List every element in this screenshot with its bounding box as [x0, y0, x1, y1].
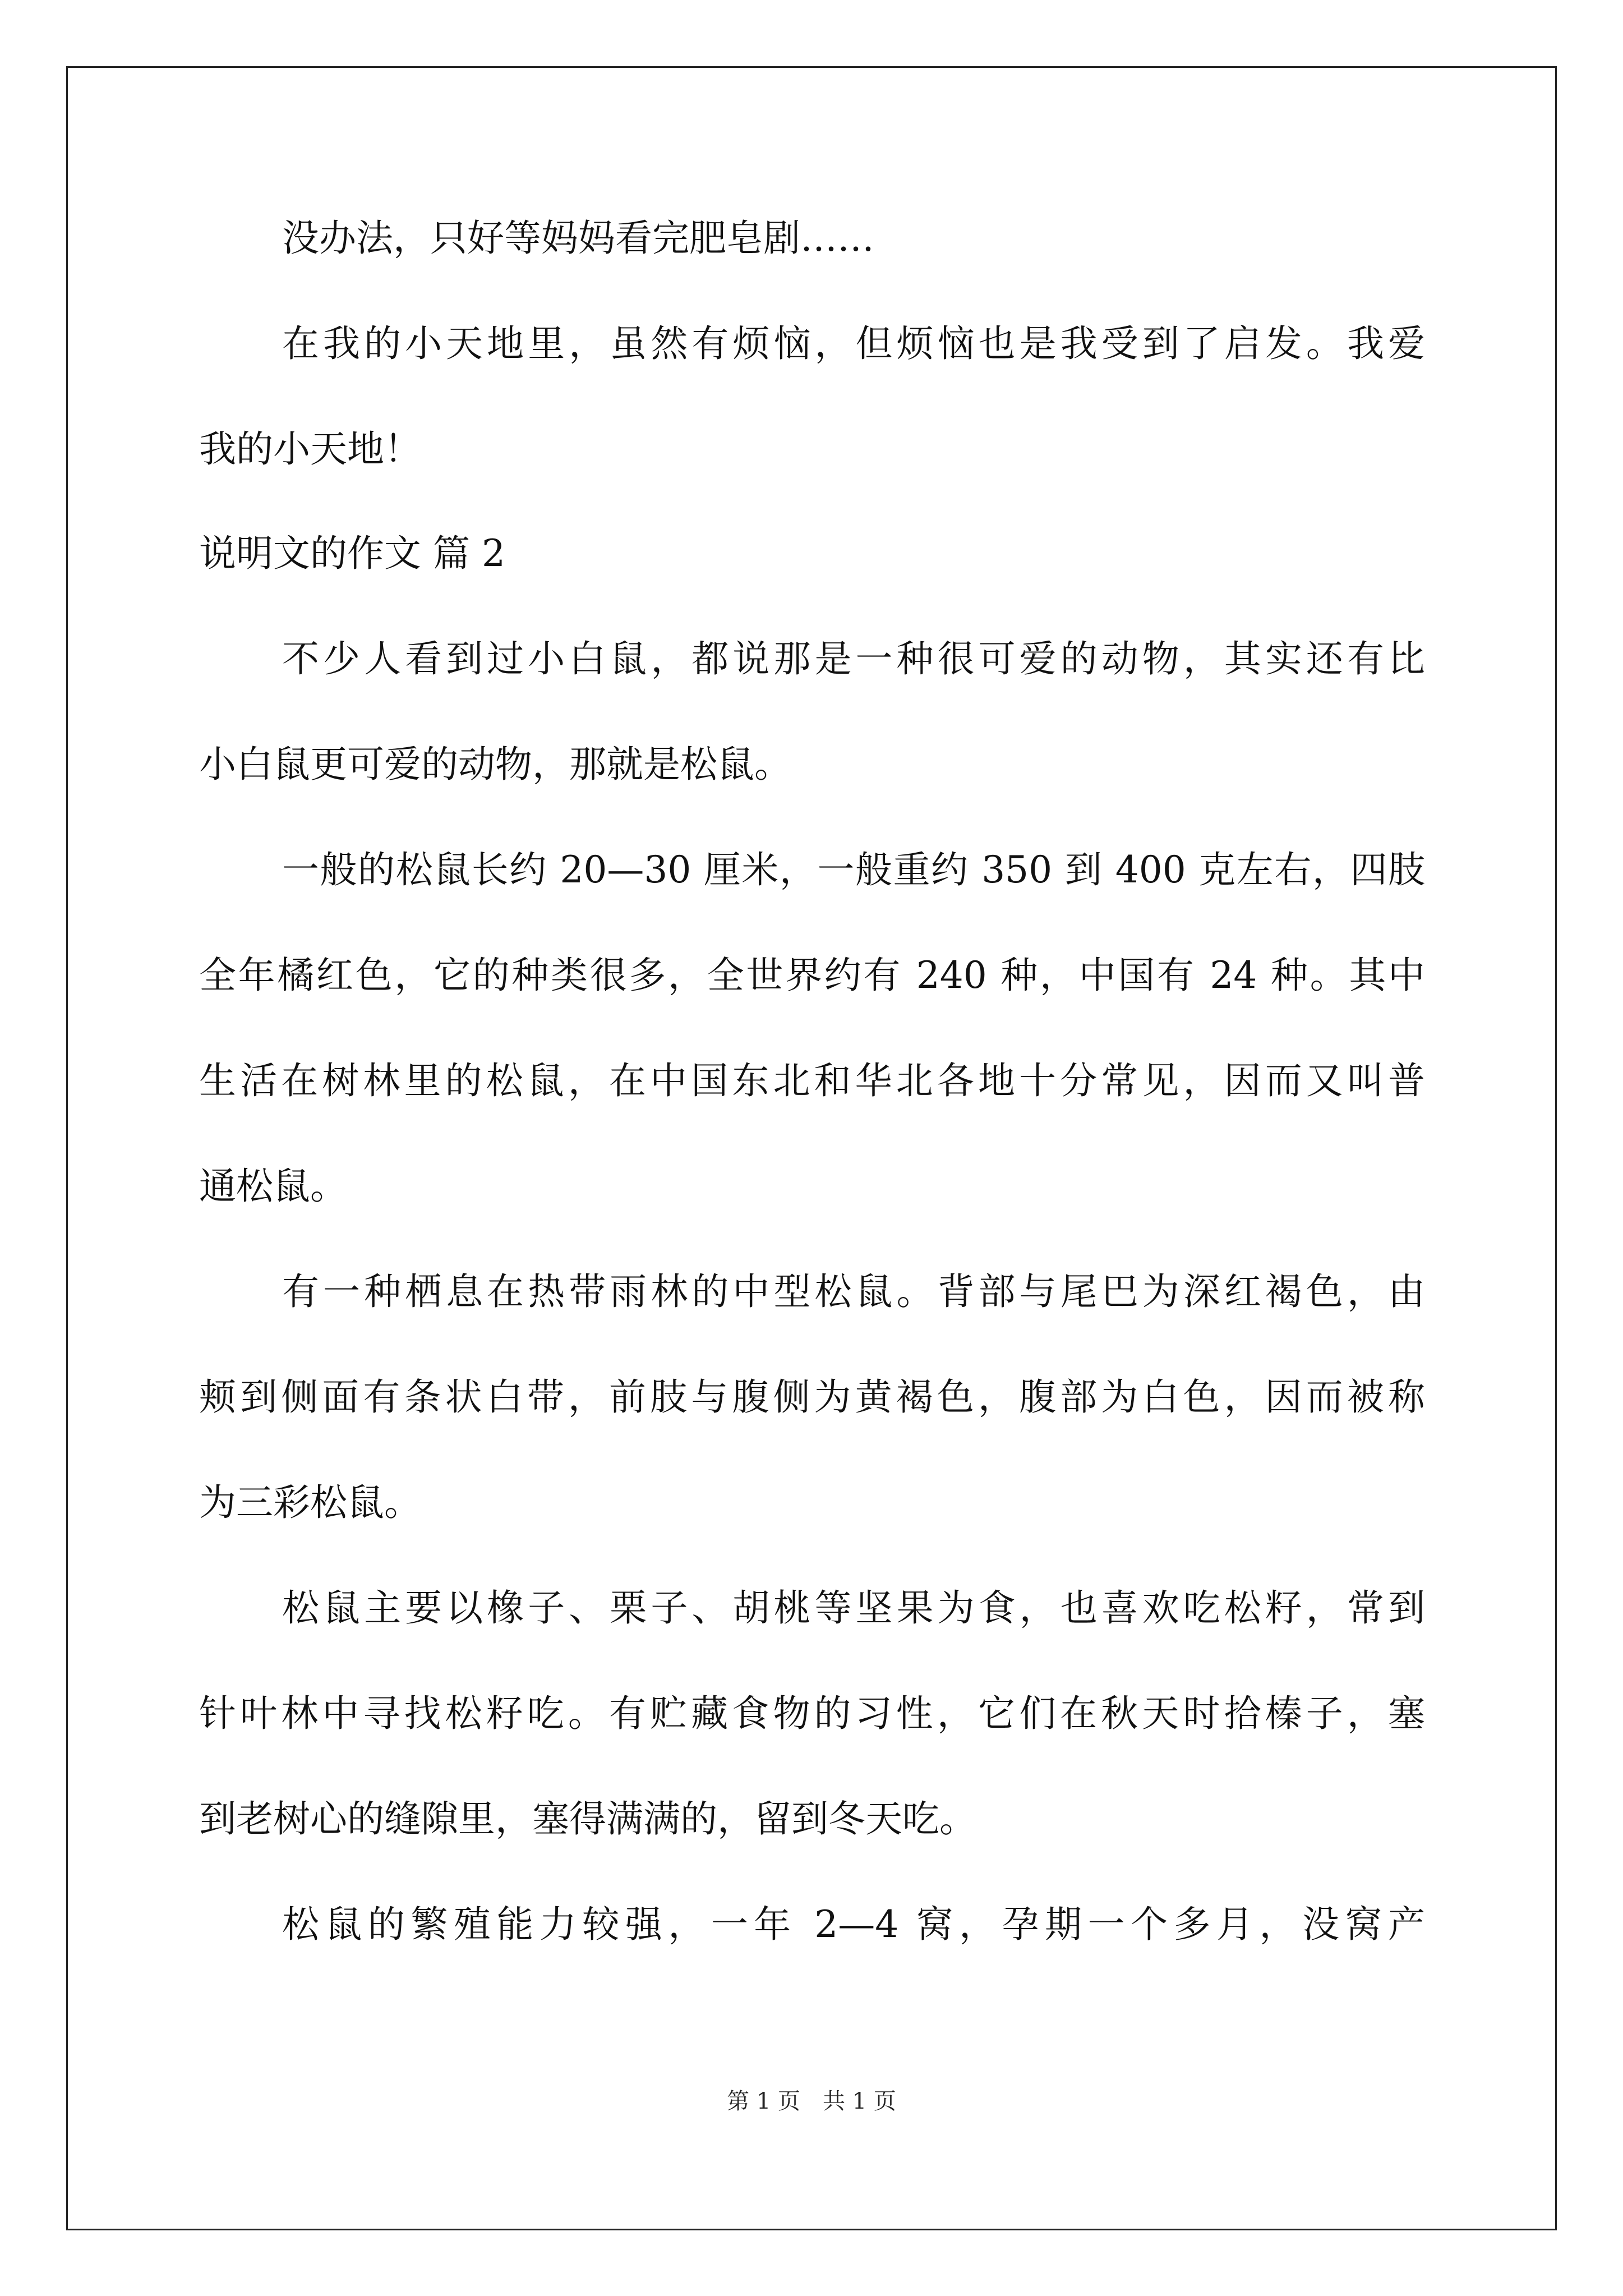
paragraph-line: 有一种栖息在热带雨林的中型松鼠。背部与尾巴为深红褐色，由 — [282, 1270, 1425, 1313]
paragraph-line: 松鼠主要以橡子、栗子、胡桃等坚果为食，也喜欢吃松籽，常到 — [282, 1586, 1425, 1630]
paragraph-line: 我的小天地！ — [199, 427, 421, 471]
paragraph-line: 没办法，只好等妈妈看完肥皂剧…… — [282, 217, 874, 260]
paragraph-line: 生活在树林里的松鼠，在中国东北和华北各地十分常见，因而又叫普 — [199, 1059, 1425, 1102]
paragraph-line: 通松鼠。 — [199, 1165, 347, 1208]
paragraph-line: 松鼠的繁殖能力较强，一年 2—4 窝，孕期一个多月，没窝产 — [282, 1903, 1425, 1946]
paragraph-line: 为三彩松鼠。 — [199, 1481, 421, 1524]
paragraph-line: 颊到侧面有条状白带，前肢与腹侧为黄褐色，腹部为白色，因而被称 — [199, 1375, 1425, 1419]
paragraph-line: 到老树心的缝隙里，塞得满满的，留到冬天吃。 — [199, 1797, 976, 1841]
paragraph-line: 在我的小天地里，虽然有烦恼，但烦恼也是我受到了启发。我爱 — [282, 322, 1425, 365]
section-heading: 说明文的作文 篇 2 — [199, 532, 505, 575]
page-number-footer: 第 1 页 共 1 页 — [727, 2088, 896, 2114]
paragraph-line: 小白鼠更可爱的动物，那就是松鼠。 — [199, 743, 791, 786]
paragraph-line: 针叶林中寻找松籽吃。有贮藏食物的习性，它们在秋天时拾榛子，塞 — [199, 1692, 1425, 1735]
paragraph-line: 不少人看到过小白鼠，都说那是一种很可爱的动物，其实还有比 — [282, 637, 1425, 680]
paragraph-line: 一般的松鼠长约 20—30 厘米，一般重约 350 到 400 克左右，四肢 — [282, 848, 1425, 891]
paragraph-line: 全年橘红色，它的种类很多，全世界约有 240 种，中国有 24 种。其中 — [199, 954, 1425, 997]
